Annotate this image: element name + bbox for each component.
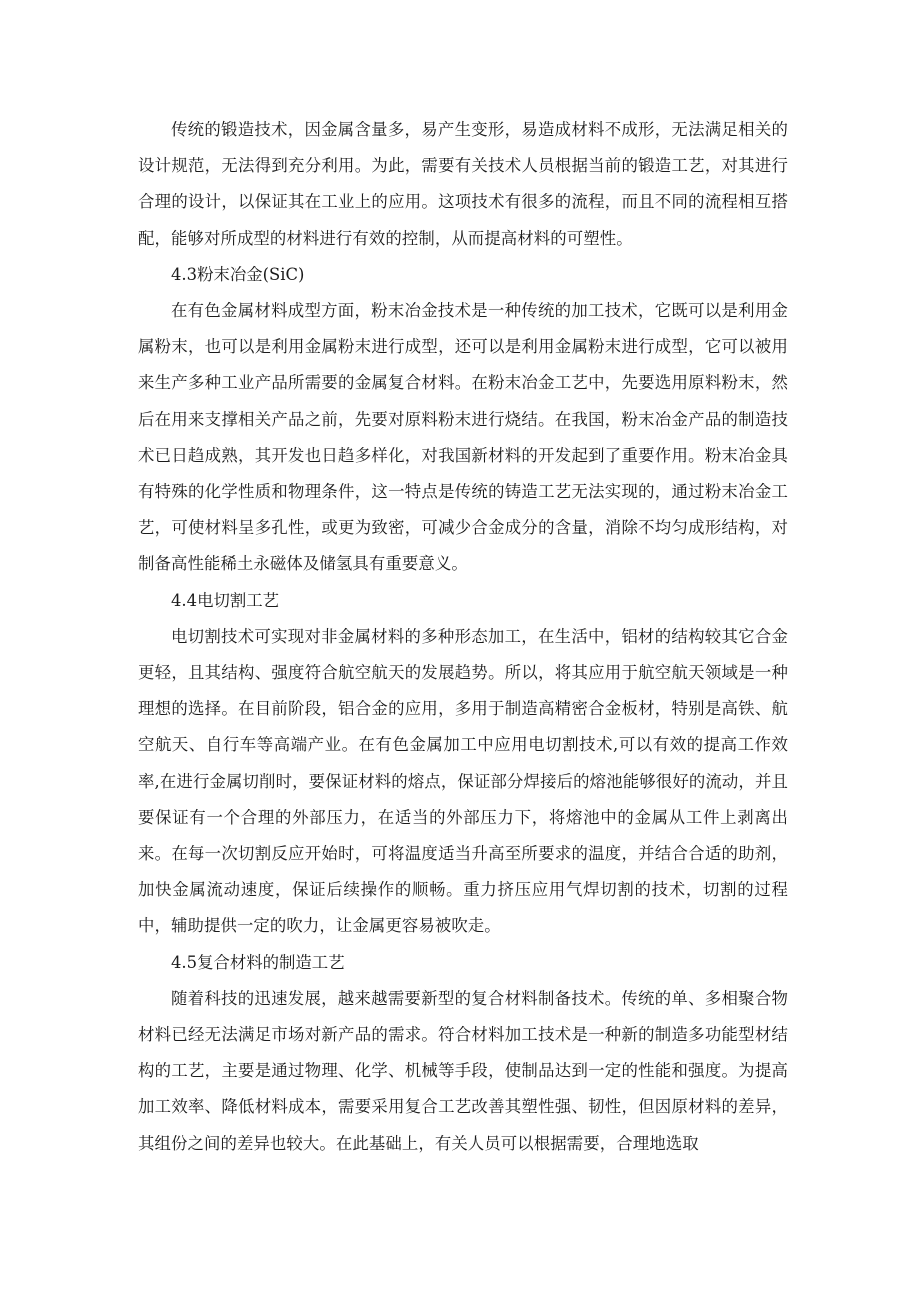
heading-4-3-powder-metallurgy: 4.3粉末冶金(SiC) — [171, 264, 305, 284]
heading-4-5-composite-materials: 4.5复合材料的制造工艺 — [171, 952, 345, 972]
document-page — [138, 112, 788, 1162]
paragraph-forging: 传统的锻造技术，因金属含量多，易产生变形，易造成材料不成形，无法满足相关的设计规范，无法得到充分利用。为此，需要有关技术人员根据当前的锻造工艺，对其进行合理的设计，以保证其在工业上的应用。这项技术有很多的流程，而且不同的流程相互搭配，能够对所成型的材料进行有效的控制，从而提高材料的可塑性。 — [138, 120, 788, 248]
heading-4-4-electric-cutting: 4.4电切割工艺 — [171, 590, 280, 610]
paragraph-powder-metallurgy: 在有色金属材料成型方面，粉末冶金技术是一种传统的加工技术，它既可以是利用金属粉末，也可以是利用金属粉末进行成型，还可以是利用金属粉末进行成型，它可以被用来生产多种工业产品所需要的金属复合材料。在粉末冶金工艺中，先要选用原料粉末，然后在用来支撑相关产品之前，先要对原料粉末进行烧结。在我国，粉末冶金产品的制造技术已日趋成熟，其开发也日趋多样化，对我国新材料的开发起到了重要作用。粉末冶金具有特殊的化学性质和物理条件，这一特点是传统的铸造工艺无法实现的，通过粉末冶金工艺，可使材料呈多孔性，或更为致密，可减少合金成分的含量，消除不均匀成形结构，对制备高性能稀土永磁体及储氢具有重要意义。 — [138, 301, 788, 574]
paragraph-composite-materials: 随着科技的迅速发展，越来越需要新型的复合材料制备技术。传统的单、多相聚合物材料已经无法满足市场对新产品的需求。符合材料加工技术是一种新的制造多功能型材结构的工艺，主要是通过物理、化学、机械等手段，使制品达到一定的性能和强度。为提高加工效率、降低材料成本，需要采用复合工艺改善其塑性强、韧性，但因原材料的差异，其组份之间的差异也较大。在此基础上，有关人员可以根据需要，合理地选取 — [138, 988, 788, 1153]
paragraph-electric-cutting: 电切割技术可实现对非金属材料的多种形态加工，在生活中，铝材的结构较其它合金更轻，且其结构、强度符合航空航天的发展趋势。所以，将其应用于航空航天领域是一种理想的选择。在目前阶段，铝合金的应用，多用于制造高精密合金板材，特别是高铁、航空航天、自行车等高端产业。在有色金属加工中应用电切割技术,可以有效的提高工作效率,在进行金属切削时，要保证材料的熔点，保证部分焊接后的熔池能够很好的流动，并且要保证有一个合理的外部压力，在适当的外部压力下，将熔池中的金属从工件上剥离出来。在每一次切割反应开始时，可将温度适当升高至所要求的温度，并结合合适的助剂，加快金属流动速度，保证后续操作的顺畅。重力挤压应用气焊切割的技术，切割的过程中，辅助提供一定的吹力，让金属更容易被吹走。 — [138, 626, 788, 936]
